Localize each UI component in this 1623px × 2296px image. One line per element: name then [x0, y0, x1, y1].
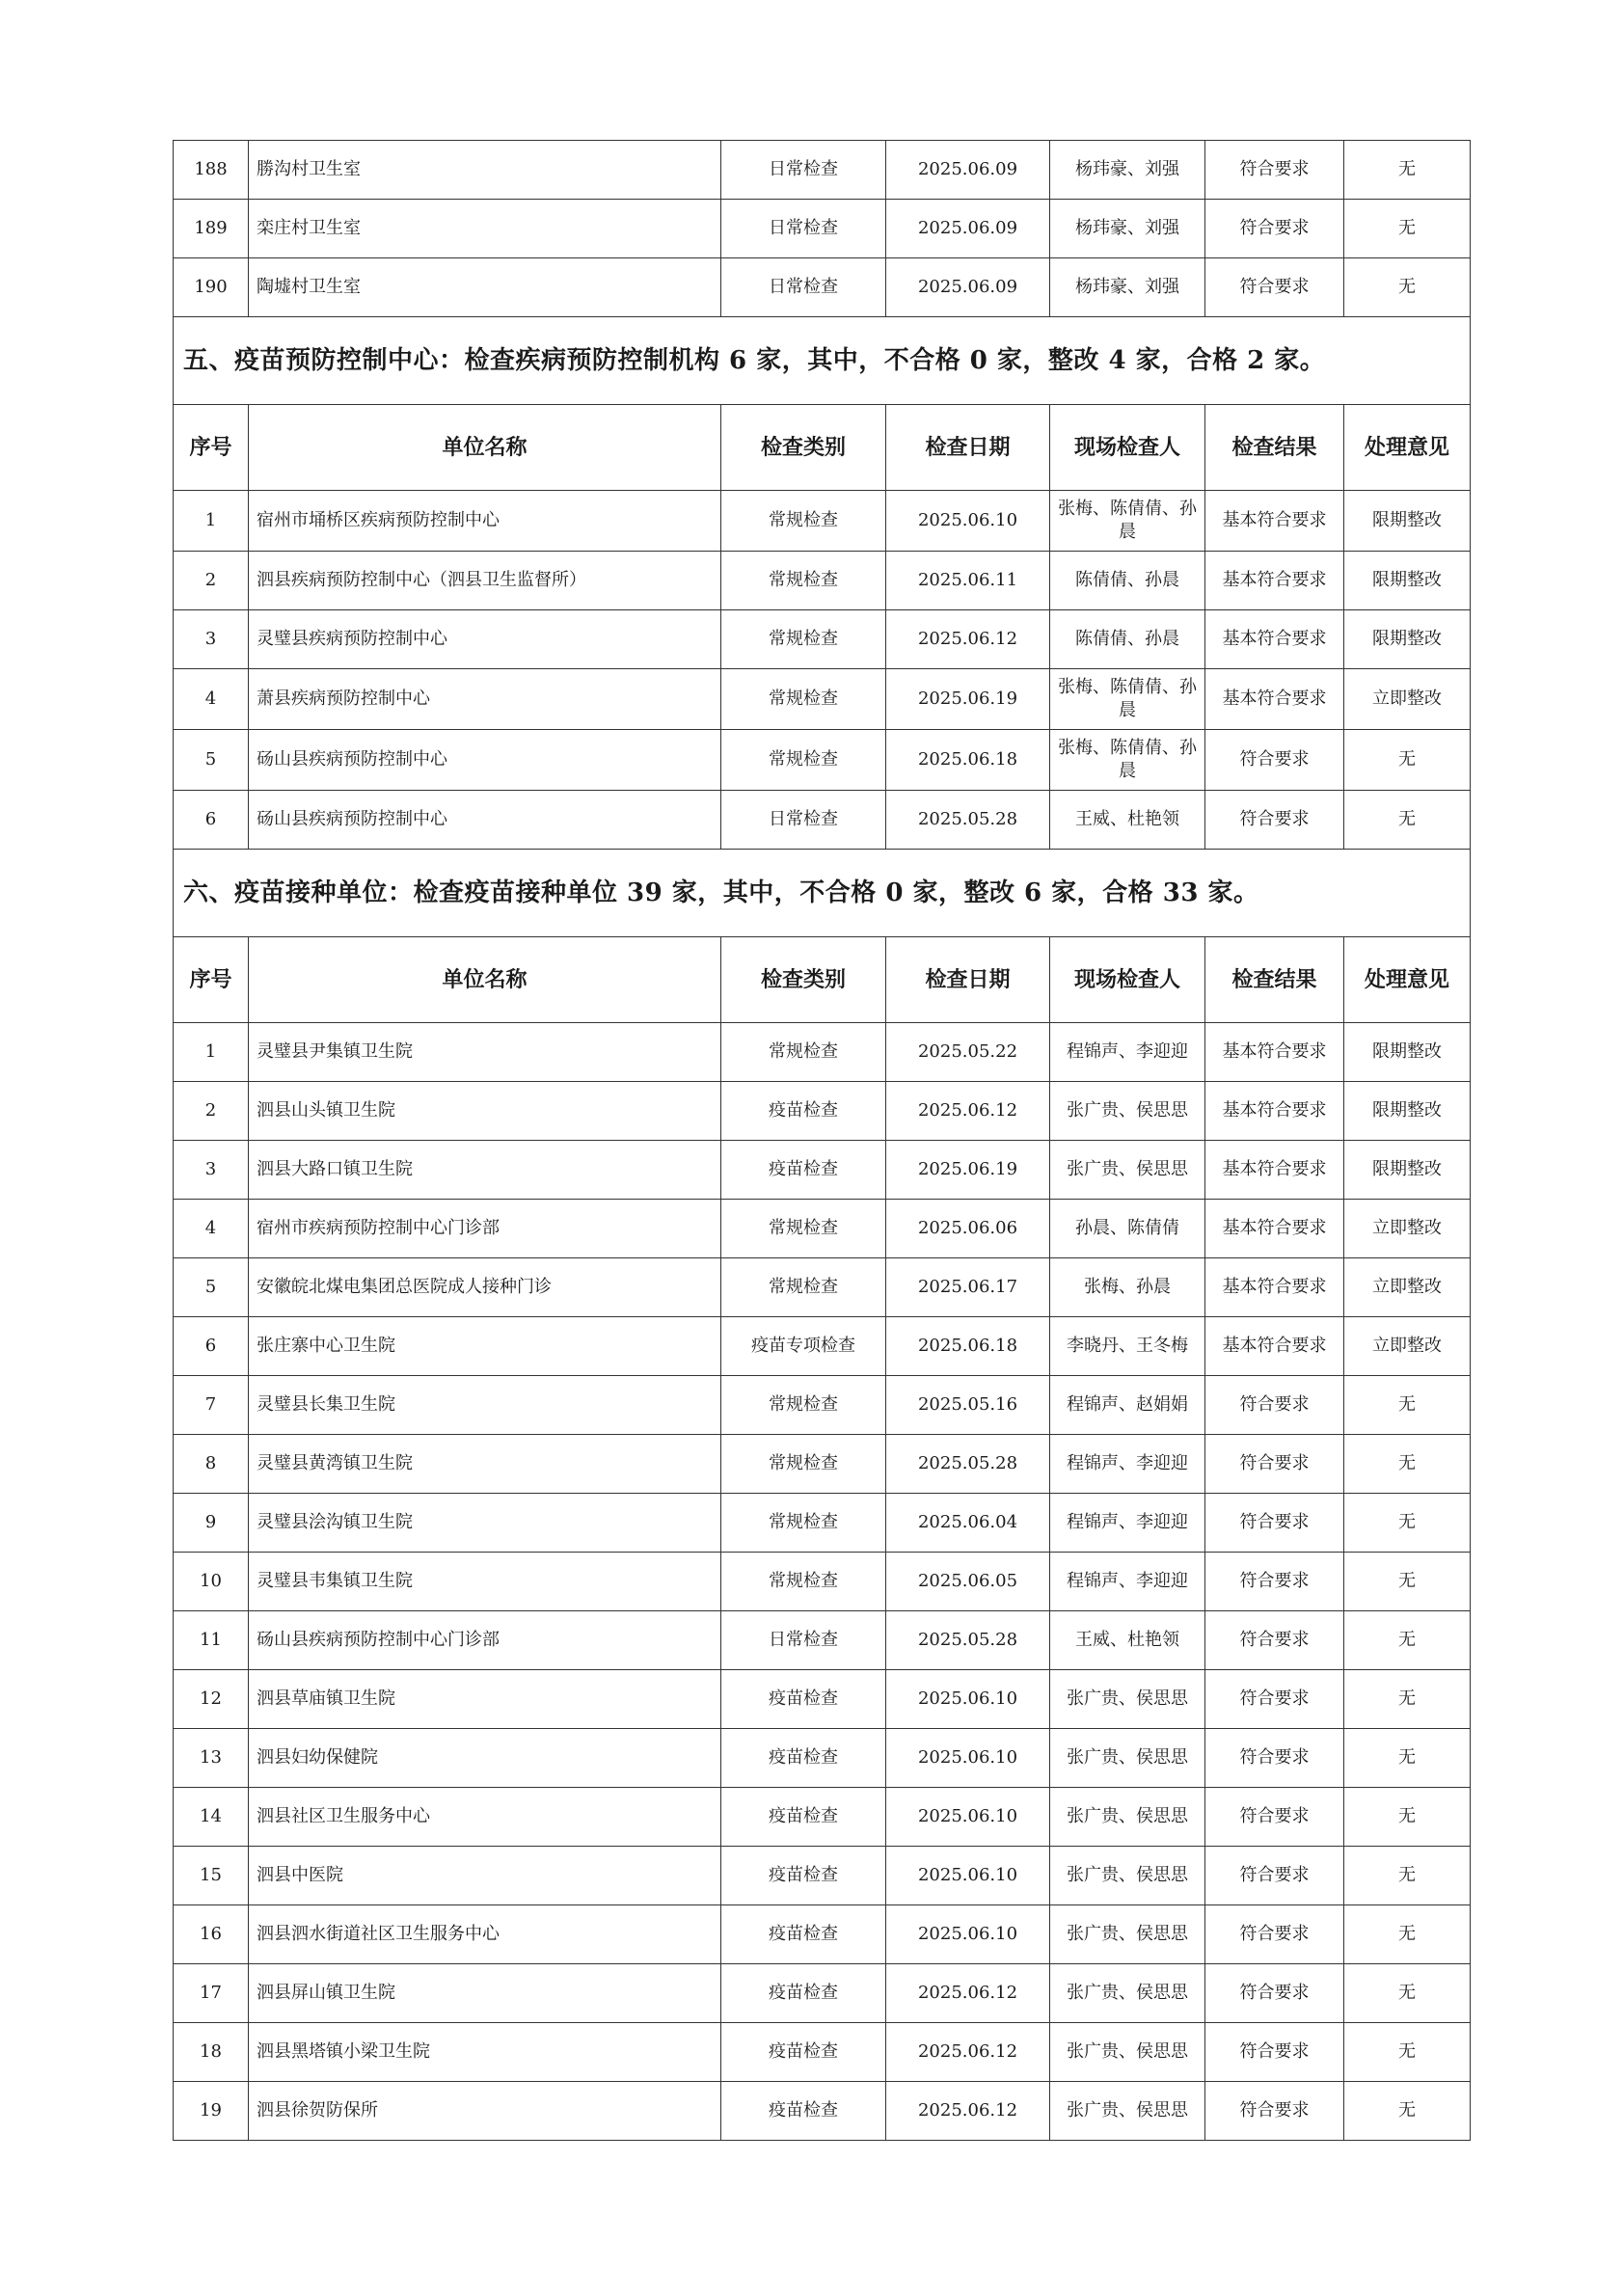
- cell-no: 14: [174, 1788, 249, 1847]
- cell-no: 6: [174, 1317, 249, 1376]
- cell-result: 符合要求: [1205, 200, 1344, 258]
- cell-name: 灵璧县尹集镇卫生院: [249, 1023, 721, 1082]
- header-no: 序号: [174, 405, 249, 491]
- cell-action: 无: [1344, 730, 1471, 791]
- section-heading-row: [174, 317, 1471, 405]
- cell-type: 常规检查: [721, 730, 886, 791]
- cell-result: 符合要求: [1205, 141, 1344, 200]
- cell-result: 符合要求: [1205, 1553, 1344, 1611]
- cell-no: 190: [174, 258, 249, 317]
- cell-name: 张庄寨中心卫生院: [249, 1317, 721, 1376]
- table-row: [174, 1141, 1471, 1200]
- cell-type: 日常检查: [721, 141, 886, 200]
- document-page: [173, 140, 1470, 2141]
- cell-no: 9: [174, 1494, 249, 1553]
- cell-inspectors: 张梅、陈倩倩、孙晨: [1050, 491, 1205, 552]
- cell-result: 基本符合要求: [1205, 552, 1344, 610]
- cell-date: 2025.06.18: [886, 730, 1050, 791]
- cell-inspectors: 王威、杜艳领: [1050, 1611, 1205, 1670]
- cell-result: 符合要求: [1205, 1376, 1344, 1435]
- cell-inspectors: 王威、杜艳领: [1050, 791, 1205, 850]
- header-inspectors: 现场检查人: [1050, 937, 1205, 1023]
- cell-result: 符合要求: [1205, 2023, 1344, 2082]
- cell-type: 疫苗检查: [721, 1905, 886, 1964]
- table-row: [174, 141, 1471, 200]
- cell-result: 基本符合要求: [1205, 1082, 1344, 1141]
- cell-type: 常规检查: [721, 1200, 886, 1258]
- cell-name: 泗县草庙镇卫生院: [249, 1670, 721, 1729]
- cell-inspectors: 李晓丹、王冬梅: [1050, 1317, 1205, 1376]
- cell-no: 11: [174, 1611, 249, 1670]
- table-row: [174, 2023, 1471, 2082]
- cell-result: 符合要求: [1205, 2082, 1344, 2141]
- cell-type: 常规检查: [721, 552, 886, 610]
- cell-name: 泗县疾病预防控制中心（泗县卫生监督所）: [249, 552, 721, 610]
- cell-date: 2025.06.17: [886, 1258, 1050, 1317]
- cell-name: 泗县大路口镇卫生院: [249, 1141, 721, 1200]
- cell-name: 宿州市疾病预防控制中心门诊部: [249, 1200, 721, 1258]
- cell-inspectors: 杨玮豪、刘强: [1050, 258, 1205, 317]
- cell-inspectors: 张广贵、侯思思: [1050, 1141, 1205, 1200]
- cell-date: 2025.06.12: [886, 1964, 1050, 2023]
- cell-type: 常规检查: [721, 1553, 886, 1611]
- cell-action: 限期整改: [1344, 491, 1471, 552]
- table-row: [174, 491, 1471, 552]
- header-date: 检查日期: [886, 405, 1050, 491]
- cell-action: 无: [1344, 141, 1471, 200]
- cell-action: 无: [1344, 1553, 1471, 1611]
- cell-no: 7: [174, 1376, 249, 1435]
- cell-action: 限期整改: [1344, 1023, 1471, 1082]
- cell-name: 泗县妇幼保健院: [249, 1729, 721, 1788]
- cell-no: 3: [174, 610, 249, 669]
- table-row: [174, 1611, 1471, 1670]
- cell-inspectors: 张广贵、侯思思: [1050, 1788, 1205, 1847]
- cell-action: 无: [1344, 1376, 1471, 1435]
- cell-action: 立即整改: [1344, 669, 1471, 730]
- table-row: [174, 1200, 1471, 1258]
- cell-inspectors: 程锦声、李迎迎: [1050, 1435, 1205, 1494]
- cell-date: 2025.06.12: [886, 2082, 1050, 2141]
- section-heading-row: [174, 850, 1471, 937]
- cell-name: 泗县黑塔镇小梁卫生院: [249, 2023, 721, 2082]
- cell-result: 符合要求: [1205, 1729, 1344, 1788]
- cell-result: 基本符合要求: [1205, 610, 1344, 669]
- cell-action: 无: [1344, 1435, 1471, 1494]
- cell-inspectors: 程锦声、赵娟娟: [1050, 1376, 1205, 1435]
- table-row: [174, 1494, 1471, 1553]
- cell-date: 2025.06.10: [886, 1670, 1050, 1729]
- cell-no: 2: [174, 1082, 249, 1141]
- cell-date: 2025.06.04: [886, 1494, 1050, 1553]
- cell-result: 基本符合要求: [1205, 1141, 1344, 1200]
- cell-no: 6: [174, 791, 249, 850]
- header-date: 检查日期: [886, 937, 1050, 1023]
- cell-result: 符合要求: [1205, 1905, 1344, 1964]
- header-action: 处理意见: [1344, 937, 1471, 1023]
- cell-name: 砀山县疾病预防控制中心门诊部: [249, 1611, 721, 1670]
- cell-type: 日常检查: [721, 791, 886, 850]
- table-row: [174, 1553, 1471, 1611]
- cell-result: 基本符合要求: [1205, 1023, 1344, 1082]
- cell-inspectors: 张梅、陈倩倩、孙晨: [1050, 669, 1205, 730]
- table-row: [174, 1317, 1471, 1376]
- cell-action: 无: [1344, 1611, 1471, 1670]
- cell-action: 立即整改: [1344, 1317, 1471, 1376]
- cell-type: 疫苗检查: [721, 1964, 886, 2023]
- cell-action: 无: [1344, 1788, 1471, 1847]
- cell-inspectors: 程锦声、李迎迎: [1050, 1553, 1205, 1611]
- cell-name: 泗县山头镇卫生院: [249, 1082, 721, 1141]
- cell-action: 无: [1344, 1905, 1471, 1964]
- table-row: [174, 1905, 1471, 1964]
- cell-type: 疫苗检查: [721, 2023, 886, 2082]
- cell-inspectors: 杨玮豪、刘强: [1050, 141, 1205, 200]
- header-type: 检查类别: [721, 937, 886, 1023]
- table-row: [174, 791, 1471, 850]
- cell-inspectors: 程锦声、李迎迎: [1050, 1023, 1205, 1082]
- cell-name: 泗县泗水街道社区卫生服务中心: [249, 1905, 721, 1964]
- table-row: [174, 1847, 1471, 1905]
- cell-type: 常规检查: [721, 669, 886, 730]
- cell-inspectors: 张广贵、侯思思: [1050, 1847, 1205, 1905]
- cell-no: 4: [174, 1200, 249, 1258]
- header-result: 检查结果: [1205, 937, 1344, 1023]
- cell-result: 基本符合要求: [1205, 1258, 1344, 1317]
- cell-no: 16: [174, 1905, 249, 1964]
- cell-date: 2025.05.22: [886, 1023, 1050, 1082]
- cell-inspectors: 张广贵、侯思思: [1050, 2023, 1205, 2082]
- table-row: [174, 1376, 1471, 1435]
- cell-inspectors: 张广贵、侯思思: [1050, 1729, 1205, 1788]
- cell-date: 2025.06.05: [886, 1553, 1050, 1611]
- cell-type: 常规检查: [721, 1376, 886, 1435]
- cell-inspectors: 张广贵、侯思思: [1050, 1670, 1205, 1729]
- cell-result: 符合要求: [1205, 1788, 1344, 1847]
- cell-type: 常规检查: [721, 1494, 886, 1553]
- cell-name: 砀山县疾病预防控制中心: [249, 730, 721, 791]
- cell-no: 3: [174, 1141, 249, 1200]
- table-row: [174, 1082, 1471, 1141]
- cell-no: 8: [174, 1435, 249, 1494]
- cell-result: 符合要求: [1205, 1847, 1344, 1905]
- cell-no: 12: [174, 1670, 249, 1729]
- cell-date: 2025.05.16: [886, 1376, 1050, 1435]
- cell-type: 常规检查: [721, 1258, 886, 1317]
- section-title: 五、疫苗预防控制中心：检查疾病预防控制机构 6 家，其中，不合格 0 家，整改 4 家，合格 2 家。: [174, 317, 1471, 405]
- cell-type: 疫苗检查: [721, 1141, 886, 1200]
- cell-inspectors: 张广贵、侯思思: [1050, 2082, 1205, 2141]
- cell-inspectors: 陈倩倩、孙晨: [1050, 610, 1205, 669]
- cell-date: 2025.06.10: [886, 1847, 1050, 1905]
- cell-result: 基本符合要求: [1205, 491, 1344, 552]
- table-row: [174, 1023, 1471, 1082]
- cell-name: 泗县徐贺防保所: [249, 2082, 721, 2141]
- table-row: [174, 669, 1471, 730]
- header-name: 单位名称: [249, 937, 721, 1023]
- cell-date: 2025.06.10: [886, 491, 1050, 552]
- cell-action: 限期整改: [1344, 1141, 1471, 1200]
- table-row: [174, 552, 1471, 610]
- cell-no: 17: [174, 1964, 249, 2023]
- cell-name: 灵璧县浍沟镇卫生院: [249, 1494, 721, 1553]
- cell-result: 符合要求: [1205, 1611, 1344, 1670]
- cell-no: 18: [174, 2023, 249, 2082]
- cell-result: 基本符合要求: [1205, 1317, 1344, 1376]
- header-action: 处理意见: [1344, 405, 1471, 491]
- cell-type: 疫苗检查: [721, 1670, 886, 1729]
- cell-name: 陶墟村卫生室: [249, 258, 721, 317]
- cell-action: 限期整改: [1344, 552, 1471, 610]
- cell-inspectors: 孙晨、陈倩倩: [1050, 1200, 1205, 1258]
- table-row: [174, 730, 1471, 791]
- cell-name: 泗县中医院: [249, 1847, 721, 1905]
- cell-result: 符合要求: [1205, 791, 1344, 850]
- cell-action: 无: [1344, 200, 1471, 258]
- cell-action: 无: [1344, 791, 1471, 850]
- table-row: [174, 200, 1471, 258]
- table-row: [174, 2082, 1471, 2141]
- cell-type: 疫苗检查: [721, 1788, 886, 1847]
- cell-type: 常规检查: [721, 1023, 886, 1082]
- table-row: [174, 258, 1471, 317]
- cell-no: 189: [174, 200, 249, 258]
- cell-inspectors: 张广贵、侯思思: [1050, 1905, 1205, 1964]
- cell-type: 日常检查: [721, 1611, 886, 1670]
- cell-action: 立即整改: [1344, 1258, 1471, 1317]
- cell-name: 宿州市埇桥区疾病预防控制中心: [249, 491, 721, 552]
- cell-inspectors: 杨玮豪、刘强: [1050, 200, 1205, 258]
- cell-inspectors: 张广贵、侯思思: [1050, 1964, 1205, 2023]
- section-title: 六、疫苗接种单位：检查疫苗接种单位 39 家，其中，不合格 0 家，整改 6 家，合格 33 家。: [174, 850, 1471, 937]
- cell-date: 2025.06.10: [886, 1788, 1050, 1847]
- cell-name: 泗县社区卫生服务中心: [249, 1788, 721, 1847]
- cell-type: 疫苗专项检查: [721, 1317, 886, 1376]
- cell-result: 符合要求: [1205, 730, 1344, 791]
- cell-date: 2025.06.09: [886, 200, 1050, 258]
- cell-inspectors: 陈倩倩、孙晨: [1050, 552, 1205, 610]
- cell-action: 无: [1344, 1964, 1471, 2023]
- cell-no: 4: [174, 669, 249, 730]
- cell-type: 疫苗检查: [721, 1729, 886, 1788]
- cell-date: 2025.06.19: [886, 669, 1050, 730]
- cell-result: 符合要求: [1205, 258, 1344, 317]
- cell-no: 2: [174, 552, 249, 610]
- header-name: 单位名称: [249, 405, 721, 491]
- cell-action: 限期整改: [1344, 1082, 1471, 1141]
- cell-name: 砀山县疾病预防控制中心: [249, 791, 721, 850]
- cell-action: 无: [1344, 1729, 1471, 1788]
- cell-action: 立即整改: [1344, 1200, 1471, 1258]
- cell-no: 188: [174, 141, 249, 200]
- cell-date: 2025.06.12: [886, 2023, 1050, 2082]
- header-inspectors: 现场检查人: [1050, 405, 1205, 491]
- table-row: [174, 1788, 1471, 1847]
- header-type: 检查类别: [721, 405, 886, 491]
- cell-inspectors: 张广贵、侯思思: [1050, 1082, 1205, 1141]
- cell-action: 无: [1344, 1670, 1471, 1729]
- cell-no: 5: [174, 1258, 249, 1317]
- table-row: [174, 1258, 1471, 1317]
- cell-name: 泗县屏山镇卫生院: [249, 1964, 721, 2023]
- cell-name: 灵璧县疾病预防控制中心: [249, 610, 721, 669]
- cell-date: 2025.06.18: [886, 1317, 1050, 1376]
- cell-result: 基本符合要求: [1205, 1200, 1344, 1258]
- cell-no: 10: [174, 1553, 249, 1611]
- cell-name: 灵璧县长集卫生院: [249, 1376, 721, 1435]
- cell-date: 2025.06.12: [886, 610, 1050, 669]
- cell-action: 无: [1344, 2023, 1471, 2082]
- table-row: [174, 1729, 1471, 1788]
- cell-name: 萧县疾病预防控制中心: [249, 669, 721, 730]
- cell-date: 2025.06.12: [886, 1082, 1050, 1141]
- cell-action: 无: [1344, 258, 1471, 317]
- cell-result: 符合要求: [1205, 1435, 1344, 1494]
- cell-date: 2025.05.28: [886, 791, 1050, 850]
- header-result: 检查结果: [1205, 405, 1344, 491]
- cell-result: 符合要求: [1205, 1494, 1344, 1553]
- table-row: [174, 1435, 1471, 1494]
- cell-no: 15: [174, 1847, 249, 1905]
- cell-date: 2025.05.28: [886, 1611, 1050, 1670]
- cell-type: 疫苗检查: [721, 1082, 886, 1141]
- cell-action: 无: [1344, 1494, 1471, 1553]
- cell-date: 2025.06.09: [886, 258, 1050, 317]
- cell-inspectors: 张梅、孙晨: [1050, 1258, 1205, 1317]
- cell-result: 基本符合要求: [1205, 669, 1344, 730]
- cell-type: 常规检查: [721, 610, 886, 669]
- cell-type: 日常检查: [721, 200, 886, 258]
- cell-name: 灵璧县韦集镇卫生院: [249, 1553, 721, 1611]
- cell-action: 无: [1344, 2082, 1471, 2141]
- cell-name: 安徽皖北煤电集团总医院成人接种门诊: [249, 1258, 721, 1317]
- cell-result: 符合要求: [1205, 1670, 1344, 1729]
- cell-no: 19: [174, 2082, 249, 2141]
- cell-name: 勝沟村卫生室: [249, 141, 721, 200]
- cell-type: 常规检查: [721, 1435, 886, 1494]
- table-header-row: [174, 405, 1471, 491]
- cell-no: 13: [174, 1729, 249, 1788]
- cell-action: 无: [1344, 1847, 1471, 1905]
- cell-type: 疫苗检查: [721, 2082, 886, 2141]
- cell-no: 5: [174, 730, 249, 791]
- cell-type: 常规检查: [721, 491, 886, 552]
- cell-date: 2025.06.10: [886, 1905, 1050, 1964]
- table-row: [174, 1670, 1471, 1729]
- cell-action: 限期整改: [1344, 610, 1471, 669]
- cell-date: 2025.06.09: [886, 141, 1050, 200]
- cell-inspectors: 程锦声、李迎迎: [1050, 1494, 1205, 1553]
- cell-no: 1: [174, 491, 249, 552]
- inspection-table: [173, 140, 1471, 2141]
- cell-type: 日常检查: [721, 258, 886, 317]
- cell-name: 灵璧县黄湾镇卫生院: [249, 1435, 721, 1494]
- table-header-row: [174, 937, 1471, 1023]
- cell-no: 1: [174, 1023, 249, 1082]
- cell-type: 疫苗检查: [721, 1847, 886, 1905]
- cell-date: 2025.06.06: [886, 1200, 1050, 1258]
- cell-result: 符合要求: [1205, 1964, 1344, 2023]
- header-no: 序号: [174, 937, 249, 1023]
- cell-date: 2025.06.19: [886, 1141, 1050, 1200]
- cell-date: 2025.06.11: [886, 552, 1050, 610]
- table-row: [174, 610, 1471, 669]
- cell-date: 2025.05.28: [886, 1435, 1050, 1494]
- table-row: [174, 1964, 1471, 2023]
- cell-name: 栾庄村卫生室: [249, 200, 721, 258]
- cell-inspectors: 张梅、陈倩倩、孙晨: [1050, 730, 1205, 791]
- cell-date: 2025.06.10: [886, 1729, 1050, 1788]
